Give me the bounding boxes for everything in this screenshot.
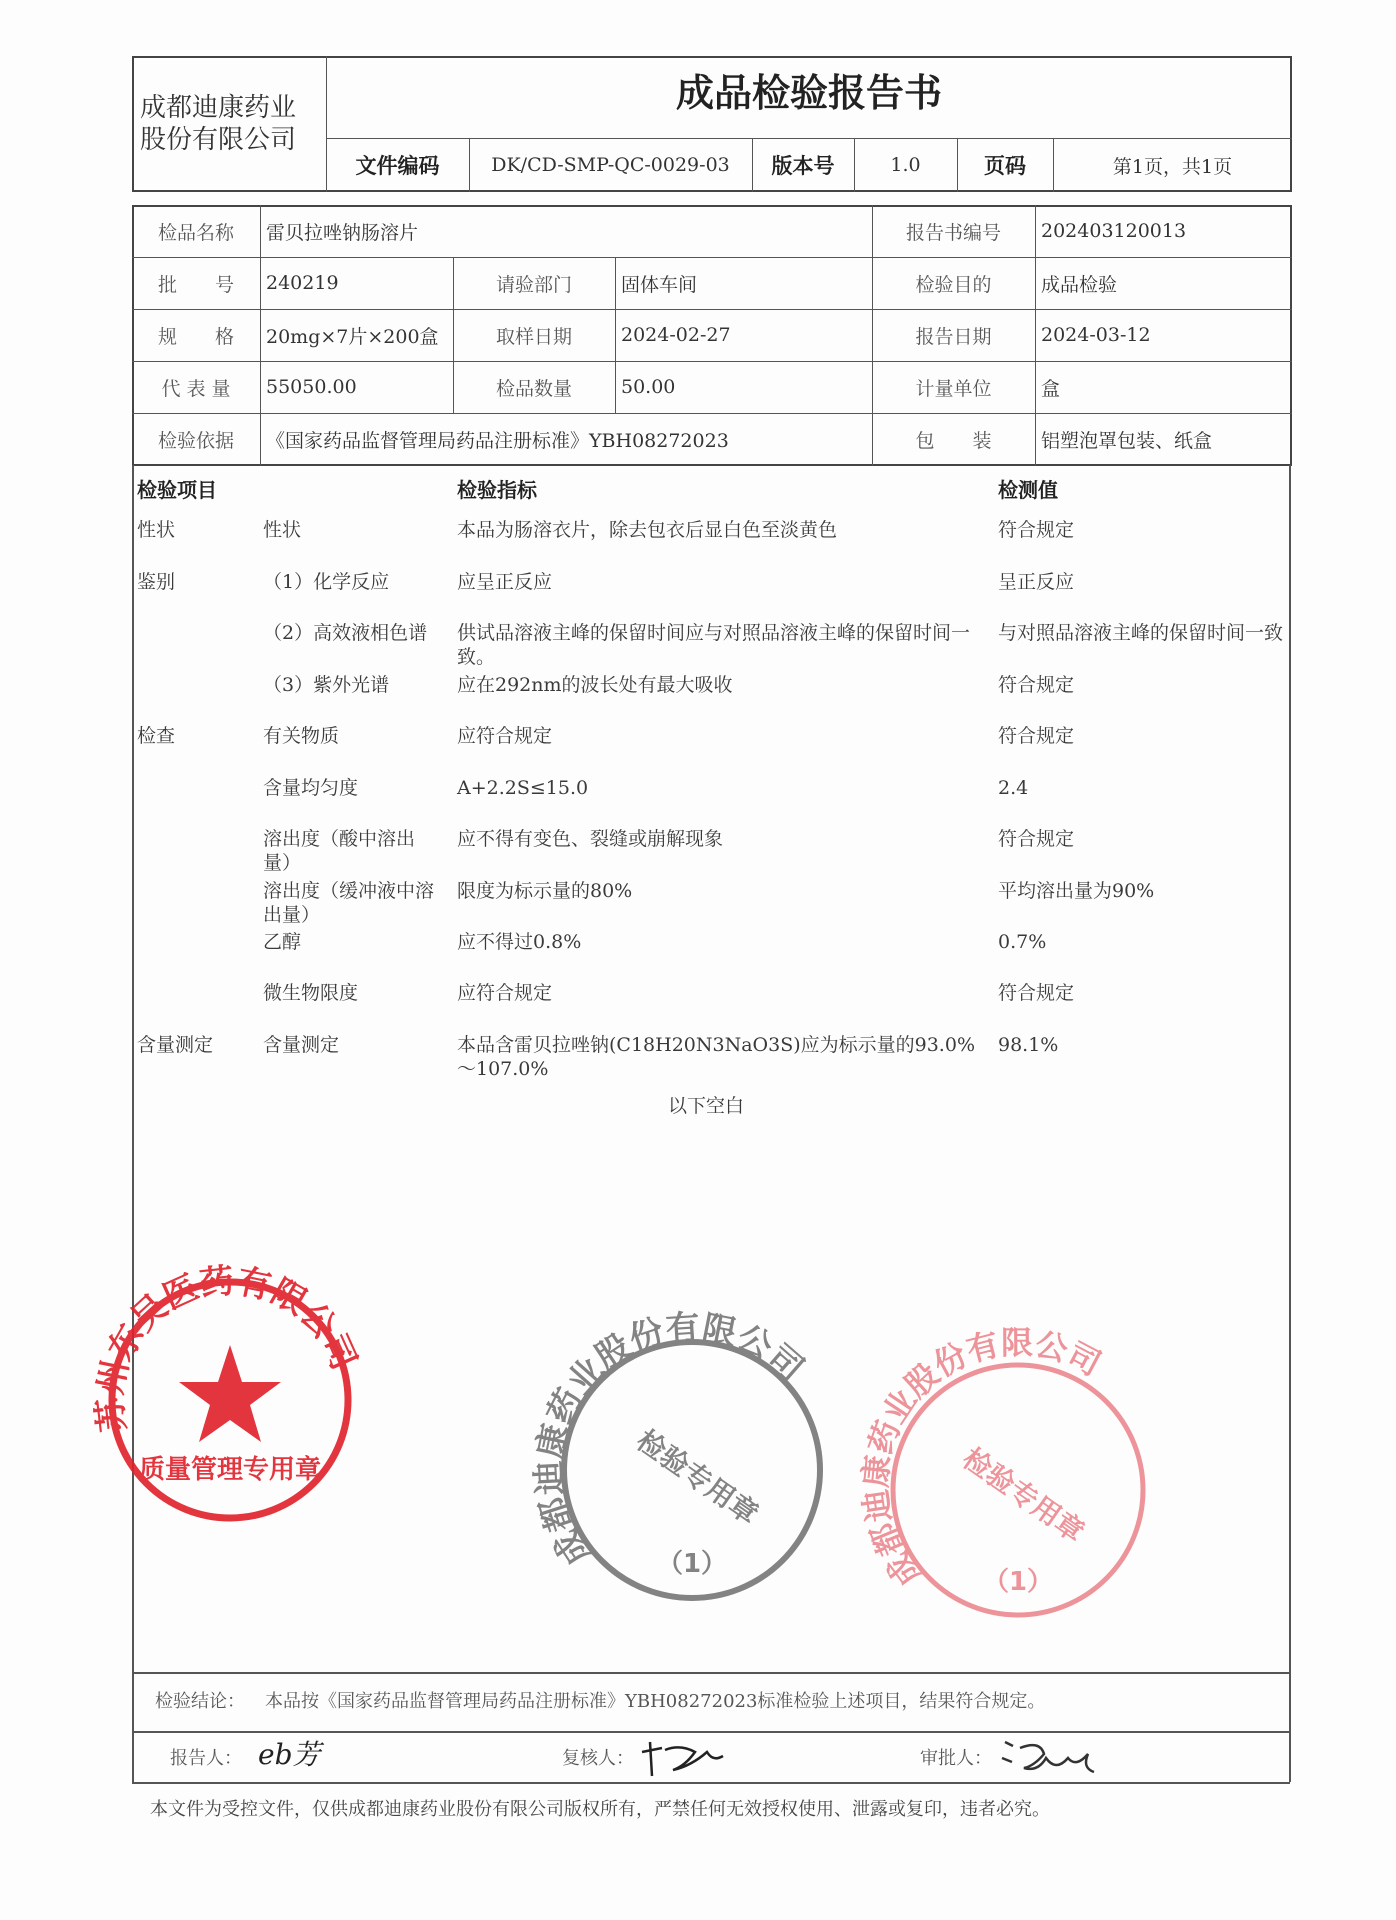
- sample-qty-value: 50.00: [621, 376, 676, 398]
- reporter-signature-text: eb芳: [258, 1738, 321, 1771]
- quality-stamp-red: [90, 1261, 364, 1518]
- spec-label: 规 格: [157, 325, 234, 348]
- version-label: 版本号: [771, 154, 835, 178]
- row-value: 98.1%: [998, 1034, 1059, 1056]
- batch-label: 批 号: [157, 273, 234, 296]
- row-name: （1）化学反应: [263, 571, 390, 593]
- basis-value: 《国家药品监督管理局药品注册标准》YBH08272023: [266, 429, 729, 452]
- rep-qty-value: 55050.00: [266, 376, 357, 398]
- svg-text:苏州东吴医药有限公司: 苏州东吴医药有限公司: [89, 1260, 364, 1434]
- reviewer-signature: [642, 1742, 723, 1776]
- file-code-label: 文件编码: [355, 154, 440, 178]
- row-value: 符合规定: [998, 674, 1075, 696]
- row-spec: 应呈正反应: [457, 571, 553, 593]
- row-value: 平均溶出量为90%: [998, 880, 1155, 902]
- blank-note: 以下空白: [668, 1095, 745, 1117]
- sample-date-value: 2024-02-27: [621, 324, 731, 346]
- sample-date-label: 取样日期: [495, 325, 572, 348]
- company-name: [140, 92, 325, 156]
- page-title: 成品检验报告书: [675, 71, 942, 115]
- page-label: 页码: [984, 154, 1026, 178]
- row-value: 呈正反应: [998, 571, 1075, 593]
- row-name: 含量均匀度: [263, 777, 359, 799]
- row-spec: 本品含雷贝拉唑钠(C18H20N3NaO3S)应为标示量的93.0%～107.0%: [457, 1034, 975, 1080]
- row-spec: A+2.2S≤15.0: [457, 777, 589, 799]
- row-spec: 应在292nm的波长处有最大吸收: [457, 674, 733, 696]
- package-value: 铝塑泡罩包装、纸盒: [1041, 429, 1213, 452]
- row-spec: 限度为标示量的80%: [457, 880, 633, 902]
- spec-value: 20mg×7片×200盒: [266, 325, 439, 348]
- row-name: 含量测定: [263, 1034, 340, 1056]
- unit-value: 盒: [1041, 377, 1061, 400]
- row-spec: 应符合规定: [457, 725, 553, 747]
- svg-text:检验专用章: 检验专用章: [956, 1441, 1091, 1549]
- batch-value: 240219: [266, 272, 339, 294]
- product-name-label: 检品名称: [157, 221, 234, 244]
- row-name: 有关物质: [263, 725, 340, 747]
- row-value: 符合规定: [998, 725, 1075, 747]
- page-value: 第1页，共1页: [1112, 155, 1233, 178]
- approver-signature: [1002, 1742, 1094, 1772]
- purpose-value: 成品检验: [1041, 273, 1118, 296]
- package-label: 包 装: [915, 429, 992, 452]
- row-name: 性状: [263, 519, 302, 541]
- divider: [132, 1672, 1290, 1674]
- row-name: （2）高效液相色谱: [263, 622, 428, 644]
- conclusion-label: 检验结论：: [155, 1691, 245, 1712]
- svg-text:检验专用章: 检验专用章: [630, 1423, 765, 1531]
- divider: [132, 1731, 1290, 1733]
- row-name: 溶出度（酸中溶出量）: [263, 828, 416, 874]
- body-left-border: [132, 465, 134, 1782]
- row-category: 性状: [137, 519, 176, 541]
- row-name: （3）紫外光谱: [263, 674, 390, 696]
- star-icon: [179, 1345, 281, 1442]
- purpose-label: 检验目的: [915, 273, 992, 296]
- approver-label: 审批人：: [920, 1748, 992, 1769]
- col-header-spec: 检验指标: [457, 478, 537, 502]
- dept-label: 请验部门: [495, 273, 572, 296]
- report-date-label: 报告日期: [915, 325, 992, 348]
- conclusion-text: 本品按《国家药品监督管理局药品注册标准》YBH08272023标准检验上述项目，结果符合规定。: [265, 1691, 1046, 1712]
- row-spec: 应不得过0.8%: [457, 931, 582, 953]
- inspection-stamp-red: [856, 1324, 1143, 1615]
- inspection-stamp-gray: [529, 1308, 820, 1598]
- file-code-value: DK/CD-SMP-QC-0029-03: [491, 154, 730, 176]
- body-right-border: [1289, 465, 1291, 1782]
- col-header-item: 检验项目: [137, 478, 217, 502]
- reporter-label: 报告人：: [170, 1748, 242, 1769]
- rep-qty-label: 代 表 量: [161, 377, 231, 400]
- row-spec: 本品为肠溶衣片，除去包衣后显白色至淡黄色: [457, 519, 838, 541]
- row-value: 与对照品溶液主峰的保留时间一致: [998, 622, 1284, 644]
- report-no-value: 202403120013: [1041, 220, 1187, 242]
- row-value: 符合规定: [998, 519, 1075, 541]
- basis-label: 检验依据: [157, 429, 234, 452]
- dept-value: 固体车间: [621, 273, 698, 296]
- company-line-2: 股份有限公司: [140, 125, 297, 155]
- row-name: 微生物限度: [263, 982, 359, 1004]
- row-name: 溶出度（缓冲液中溶出量）: [263, 880, 435, 926]
- sample-qty-label: 检品数量: [495, 377, 572, 400]
- row-value: 符合规定: [998, 982, 1075, 1004]
- product-name-value: 雷贝拉唑钠肠溶片: [266, 221, 419, 244]
- row-value: 0.7%: [998, 931, 1047, 953]
- report-no-label: 报告书编号: [905, 221, 1001, 244]
- divider: [132, 1782, 1290, 1784]
- row-category: 含量测定: [137, 1034, 214, 1056]
- reviewer-label: 复核人：: [562, 1748, 634, 1769]
- row-spec: 供试品溶液主峰的保留时间应与对照品溶液主峰的保留时间一致。: [457, 622, 971, 668]
- row-value: 符合规定: [998, 828, 1075, 850]
- row-value: 2.4: [998, 777, 1029, 799]
- svg-text:质量管理专用章: 质量管理专用章: [138, 1455, 322, 1485]
- svg-text:（1）: （1）: [656, 1549, 728, 1579]
- col-header-value: 检测值: [998, 478, 1058, 502]
- report-date-value: 2024-03-12: [1041, 324, 1151, 346]
- unit-label: 计量单位: [915, 377, 992, 400]
- svg-text:（1）: （1）: [982, 1567, 1054, 1597]
- row-spec: 应不得有变色、裂缝或崩解现象: [457, 828, 724, 850]
- svg-text:成都迪康药业股份有限公司: 成都迪康药业股份有限公司: [856, 1323, 1108, 1594]
- svg-text:成都迪康药业股份有限公司: 成都迪康药业股份有限公司: [529, 1307, 812, 1573]
- company-line-1: 成都迪康药业: [140, 93, 297, 123]
- row-category: 检查: [137, 725, 176, 747]
- footer-disclaimer: 本文件为受控文件，仅供成都迪康药业股份有限公司版权所有，严禁任何无效授权使用、泄露或复印，违者必究。: [150, 1799, 1050, 1820]
- row-category: 鉴别: [137, 571, 176, 593]
- row-name: 乙醇: [263, 931, 302, 953]
- row-spec: 应符合规定: [457, 982, 553, 1004]
- version-value: 1.0: [890, 154, 921, 176]
